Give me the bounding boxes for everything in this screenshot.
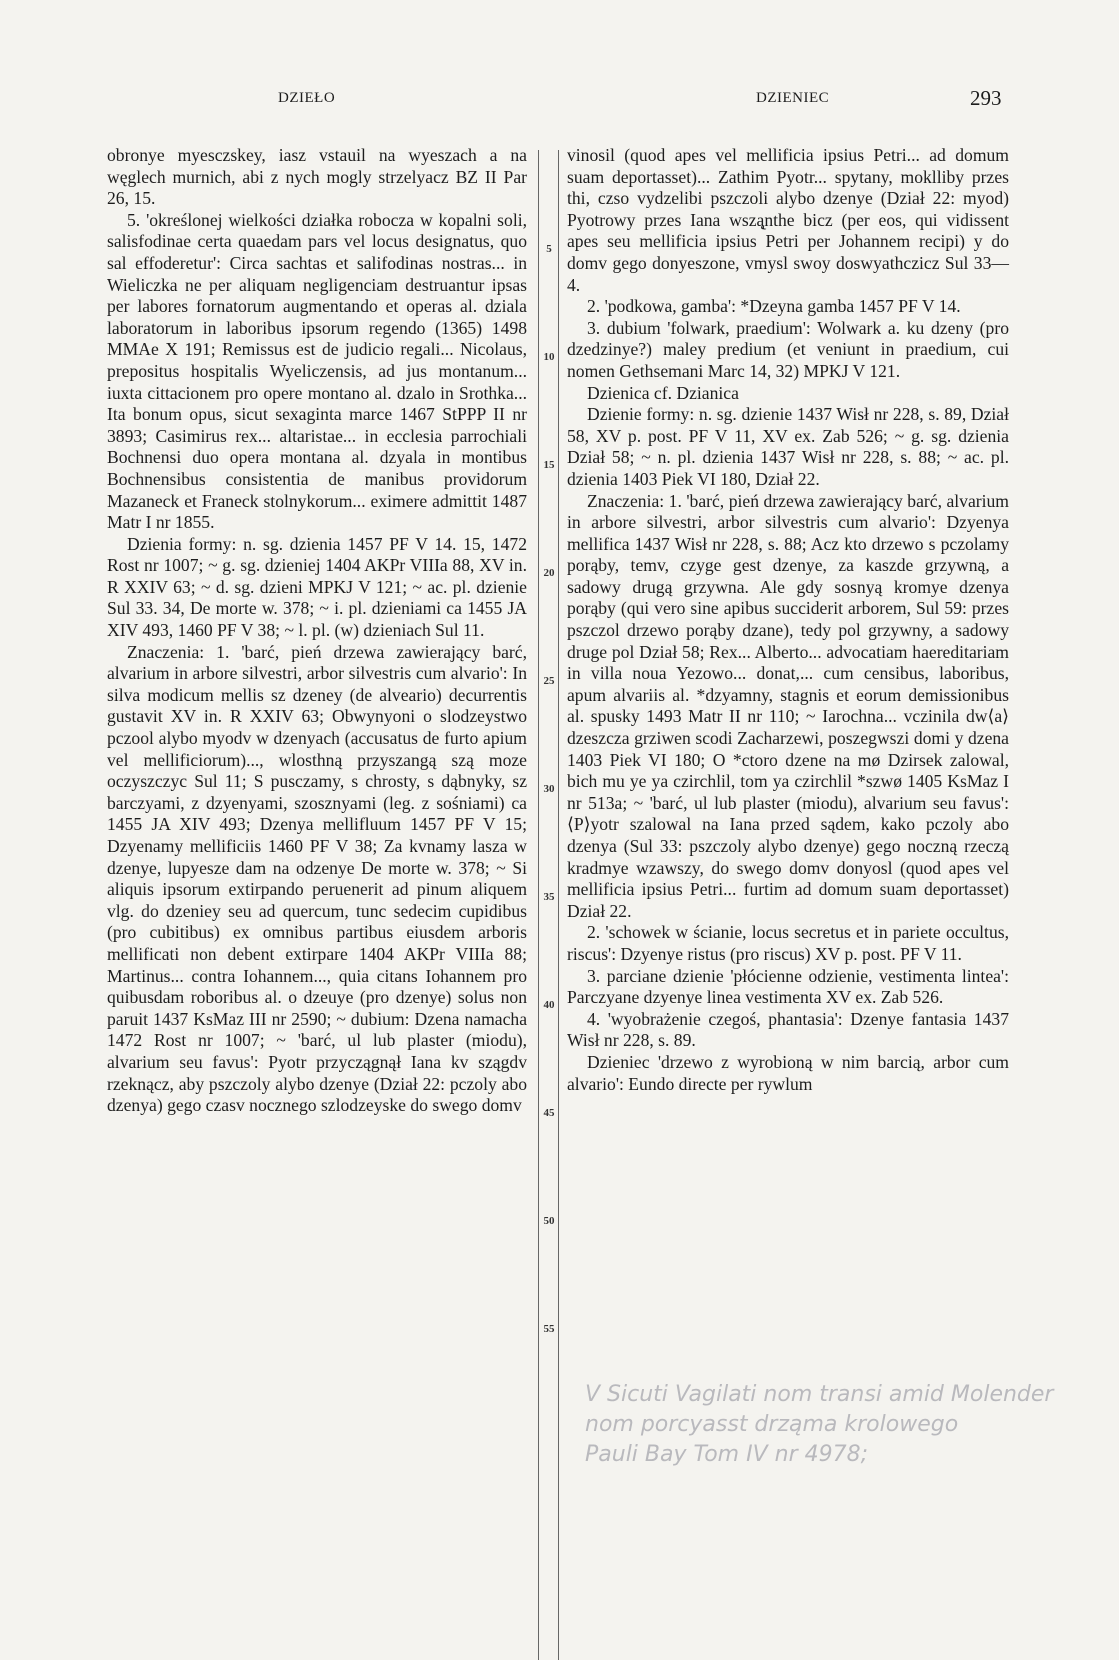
paragraph: vinosil (quod apes vel mellificia ipsius Petri... ad domum suam deportasset)... Zathim Pyotr... spytany, moklliby przes thi, czso vydzelibi pszczoli alybo dzenye (Dział 22: myod) Pyotrowy przes Iana wszą̨nthe bicz (per eos, qui vidissent apes seu mellificia ipsius Petri per Johannem recipi) y do domv gego donyeszone, vmysl swoy doswyathczicz Sul 33—4. — [567, 145, 1009, 295]
header-right-entry: DZIENIEC — [756, 90, 830, 106]
paragraph: 4. 'wyobrażenie czegoś, phantasia': Dzenye fantasia 1437 Wisł nr 228, s. 89. — [567, 1008, 1009, 1051]
line-number: 45 — [543, 1107, 555, 1119]
paragraph: Znaczenia: 1. 'barć, pień drzewa zawierający barć, alvarium in arbore silvestri, arbor silvestris cum alvario': Dzyenya mellifica 1437 Wisł nr 228, s. 88; Acz kto drzewo s pczolamy porąby, temv, czyge gest dzenye, za kaszde grzywną, a sadowy drugą grzywna. Ale gdy sosnyą kromye dzenya porąby (qui vero sine apibus succiderit arborem, Sul 59: przes pszczol drzewo porąby dzane), tedy pol grzywny, a sadowy druge pol Dział 58; Rex... Alberto... advocatiam haereditariam in villa noua Yezowo... donat,... cum censibus, laboribus, apum alvariis al. *dzyamny, stagnis et eorum demissionibus al. spusky 1493 Matr II nr 110; ~ Iarochna... vczinila dw⟨a⟩dzeszcza grziwen scodi Zacharzewi, poszegwszi domi y dzena 1403 Piek VI 180; O *ctoro dzene na mø Dzirsek zalowal, bich mu ye ya czirchlil, tom ya czirchlil *szwø 1405 KsMaz I nr 513a; ~ 'barć, ul lub plaster (miodu), alvarium seu favus': ⟨P⟩yotr szalowal na Iana przed sądem, kako pczoly abo dzenya (Sul 33: pszczoly alybo dzenye) gego noczną rzeczą kradmye wzawszy, do swego domv donyosl (quod apes vel mellificia ipsius Petri... furtim ad domum suam deportasset) Dział 22. — [567, 490, 1009, 921]
entry-dzienia: Dzienia formy: n. sg. dzienia 1457 PF V 14. 15, 1472 Rost nr 1007; ~ g. sg. dzieniej 1404 AKPr VIIIa 88, XV in. R XXIV 63; ~ d. sg. dzieni MPKJ V 121; ~ ac. pl. dzienie Sul 33. 34, De morte w. 378; ~ i. pl. dzieniami ca 1455 JA XIV 493, 1460 PF V 38; ~ l. pl. (w) dzieniach Sul 11. — [107, 533, 527, 641]
paragraph: Znaczenia: 1. 'barć, pień drzewa zawierający barć, alvarium in arbore silvestri, arbor silvestris cum alvario': In silva modicum mellis sz dzeney (de alveario) decurrentis gustavit XV in. R XXIV 63; Obwynyoni o slodzeystwo pczool alybo myodv w dzenyach (accusatus de furto apium vel mellificiorum)..., wlosthną przyszangą szą moze oczyszczyc Sul 11; S pusczamy, s chrosty, s dąbnyky, sz barczyami, z dzyenyami, szosznyami (leg. z sośniami) ca 1455 JA XIV 493; Dzenya mellifluum 1457 PF V 15; Dzyenamy mellificiis 1460 PF V 38; Za kvnamy lasza w dzenye, lupyesze dam na odzenye De morte w. 378; ~ Si aliquis ipsorum extirpando peruenerit ad pinum aliquem vlg. do dzeniey seu ad quercum, tunc sedecim cupidibus (pro cubitibus) ex omnibus partibus eiusdem arboris mellificati non debent extirpare 1404 AKPr VIIIa 88; Martinus... contra Iohannem..., quia citans Iohannem pro quibusdam roboribus al. o dzeuye (pro dzenye) solus non paruit 1437 KsMaz III nr 2590; ~ dubium: Dzena namacha 1472 Rost nr 1007; ~ 'barć, ul lub plaster (miodu), alvarium seu favus': Pyotr przyczągnął Iana kv szągdv rzeknącz, aby pszczoly alybo dzenye (Dział 22: pczoly abo dzenya) gego czasv nocznego szlodzeyske do swego domv — [107, 641, 527, 1116]
paragraph: 5. 'określonej wielkości działka robocza w kopalni soli, salisfodinae certa quaedam pars vel locus designatus, quo sal effoderetur': Circa sachtas et salifodinas nostras... in Wieliczka ne per aliquam negligenciam destruantur ipsas per labores fornatorum augmentando et operas al. dziala laboratorum in laboribus ipsorum regendo (1365) 1498 MMAe X 191; Remissus est de judicio regali... Nicolaus, prepositus hospitalis Wyeliczensis, ad jus montanum... iuxta cittacionem pro opere montano al. dzalo in Srothka... Ita bonum opus, sicut sexaginta marce 1467 StPPP II nr 3893; Casimirus rex... altaristae... in ecclesia parrochiali Bochnensi duo opera montana al. dzyala in montibus Bochnensibus consistentia de manibus providorum Mazaneck et Franeck stolnykorum... eximere admittit 1487 Matr I nr 1855. — [107, 209, 527, 533]
line-number: 40 — [543, 999, 555, 1011]
right-column — [567, 145, 1009, 1095]
paragraph: 2. 'podkowa, gamba': *Dzeyna gamba 1457 PF V 14. — [587, 296, 961, 317]
paragraph: obronye myesczskey, iasz vstauil na wyeszach a na węglech murnich, abi z nych mogly strzelyacz BZ II Par 26, 15. — [107, 145, 527, 209]
entry-dzienie: Dzienie formy: n. sg. dzienie 1437 Wisł nr 228, s. 89, Dział 58, XV p. post. PF V 11, XV ex. Zab 526; ~ g. sg. dzienia Dział 58; ~ n. pl. dzienia 1437 Wisł nr 228, s. 88; ~ ac. pl. dzienia 1403 Piek VI 180, Dział 22. — [567, 404, 1009, 489]
paragraph: 3. dubium 'folwark, praedium': Wolwark a. ku dzeny (pro dzedzinye?) maley predium (et veniunt in praedium, cui nomen Gethsemani Marc 14, 32) MPKJ V 121. — [567, 317, 1009, 381]
line-number-gutter — [540, 145, 558, 1365]
page-number: 293 — [970, 86, 1002, 110]
paragraph: 3. parciane dzienie 'płócienne odzienie, vestimenta lintea': Parczyane dzyenye linea vestimenta XV ex. Zab 526. — [567, 965, 1009, 1008]
header-left-entry: DZIEŁO — [278, 90, 336, 106]
line-number: 20 — [543, 567, 555, 579]
running-header — [0, 86, 1119, 120]
column-rule-left — [538, 150, 539, 1660]
entry-dzieniec: Dzieniec 'drzewo z wyrobioną w nim barcią, arbor cum alvario': Eundo directe per rywlum — [567, 1051, 1009, 1094]
line-number: 35 — [543, 891, 555, 903]
handwritten-note — [585, 1380, 1054, 1470]
line-number: 5 — [546, 243, 552, 255]
line-number: 55 — [543, 1323, 555, 1335]
line-number: 10 — [543, 351, 555, 363]
line-number: 15 — [543, 459, 555, 471]
column-rule-right — [558, 150, 559, 1660]
note-line: nom porcyasst drząma krolowego — [585, 1412, 959, 1437]
left-column — [107, 145, 527, 1117]
note-line: Pauli Bay Tom IV nr 4978; — [585, 1442, 869, 1467]
entry-dzienica: Dzienica cf. Dzianica — [587, 382, 739, 403]
line-number: 50 — [543, 1215, 555, 1227]
paragraph: 2. 'schowek w ścianie, locus secretus et in pariete occultus, riscus': Dzyenye ristus (pro riscus) XV p. post. PF V 11. — [567, 922, 1009, 964]
line-number: 30 — [543, 783, 555, 795]
note-line: V Sicuti Vagilati nom transi amid Molender — [585, 1382, 1054, 1407]
line-number: 25 — [543, 675, 555, 687]
